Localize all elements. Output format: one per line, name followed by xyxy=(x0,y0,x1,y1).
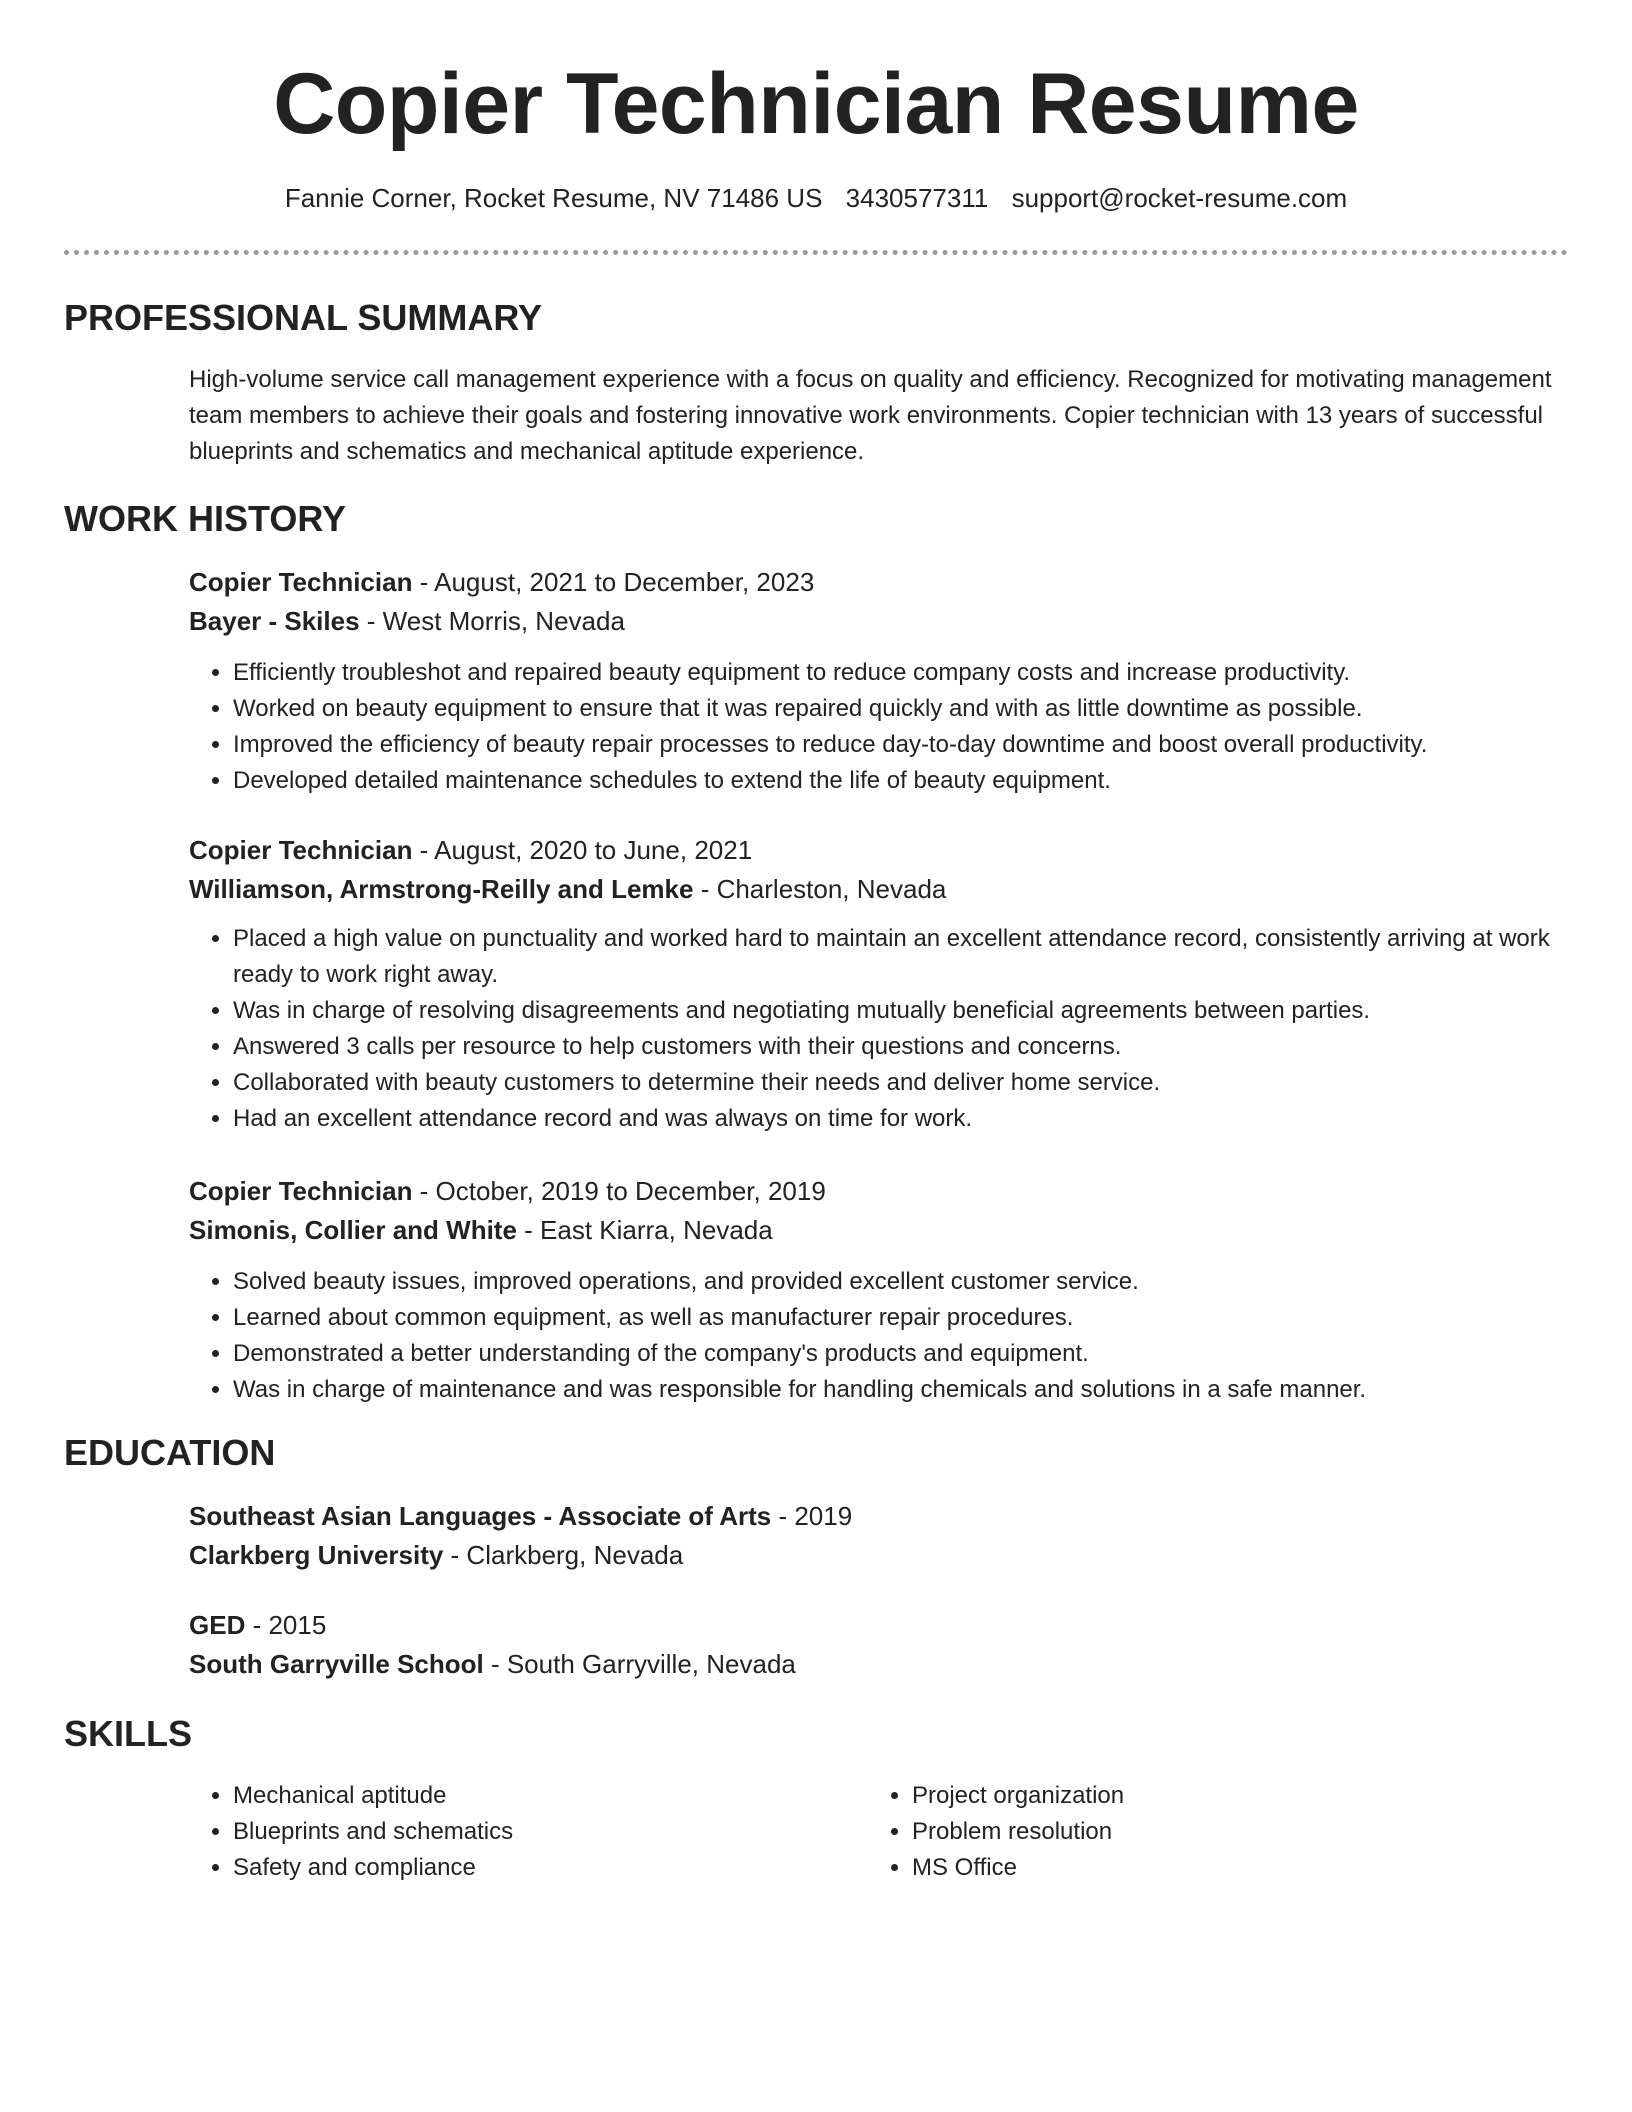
job-entry xyxy=(189,1172,1569,1408)
job-entry xyxy=(189,563,1569,799)
resume-title: Copier Technician Resume xyxy=(273,56,1359,152)
education-degree-line xyxy=(189,1606,1569,1645)
work-history-heading: WORK HISTORY xyxy=(64,498,347,539)
education-year: - 2019 xyxy=(771,1501,853,1531)
job-bullet: • Efficiently troubleshot and repaired beauty equipment to reduce company costs and increase productivity. xyxy=(233,655,1569,691)
job-company-line xyxy=(189,870,1569,909)
job-bullets xyxy=(189,921,1569,1137)
education-location: - Clarkberg, Nevada xyxy=(443,1540,684,1570)
job-title-line xyxy=(189,831,1569,870)
summary-section xyxy=(189,362,1569,470)
skills-list xyxy=(189,1778,829,1886)
education-school: Clarkberg University xyxy=(189,1540,444,1570)
job-bullet: • Learned about common equipment, as well as manufacturer repair procedures. xyxy=(233,1300,1569,1336)
education-school: South Garryville School xyxy=(189,1649,484,1679)
education-location: - South Garryville, Nevada xyxy=(483,1649,796,1679)
job-bullet: • Placed a high value on punctuality and worked hard to maintain an excellent attendance record, consistently arriving at work ready to work right away. xyxy=(233,921,1569,993)
education-degree: Southeast Asian Languages - Associate of Arts xyxy=(189,1501,772,1531)
contact-info xyxy=(0,180,1632,216)
job-title: Copier Technician xyxy=(189,1176,413,1206)
education-school-line xyxy=(189,1536,1569,1575)
job-bullet: • Had an excellent attendance record and was always on time for work. xyxy=(233,1101,1569,1137)
education-year: - 2015 xyxy=(245,1610,327,1640)
job-bullets xyxy=(189,1264,1569,1408)
job-entry xyxy=(189,831,1569,1137)
skills-column-right xyxy=(868,1778,1508,1886)
job-bullet: • Worked on beauty equipment to ensure that it was repaired quickly and with as little downtime as possible. xyxy=(233,691,1569,727)
job-location: - East Kiarra, Nevada xyxy=(516,1215,773,1245)
job-title-line xyxy=(189,563,1569,602)
job-company: Simonis, Collier and White xyxy=(189,1215,517,1245)
job-dates: - August, 2020 to June, 2021 xyxy=(412,835,753,865)
job-location: - Charleston, Nevada xyxy=(693,874,947,904)
job-bullet: • Collaborated with beauty customers to determine their needs and deliver home service. xyxy=(233,1065,1569,1101)
job-bullet: • Answered 3 calls per resource to help customers with their questions and concerns. xyxy=(233,1029,1569,1065)
job-bullet: • Was in charge of maintenance and was responsible for handling chemicals and solutions in a safe manner. xyxy=(233,1372,1569,1408)
skill-item: • Blueprints and schematics xyxy=(233,1814,829,1850)
job-dates: - August, 2021 to December, 2023 xyxy=(412,567,815,597)
job-title: Copier Technician xyxy=(189,567,413,597)
contact-email: support@rocket-resume.com xyxy=(1011,183,1348,213)
job-location: - West Morris, Nevada xyxy=(359,606,625,636)
skill-item: • Project organization xyxy=(912,1778,1508,1814)
job-company-line xyxy=(189,602,1569,641)
summary-heading: PROFESSIONAL SUMMARY xyxy=(64,297,543,338)
contact-address: Fannie Corner, Rocket Resume, NV 71486 US xyxy=(284,183,823,213)
education-degree-line xyxy=(189,1497,1569,1536)
skills-list xyxy=(868,1778,1508,1886)
education-heading: EDUCATION xyxy=(64,1432,276,1473)
skill-item: • Problem resolution xyxy=(912,1814,1508,1850)
education-school-line xyxy=(189,1645,1569,1684)
education-entry xyxy=(189,1606,1569,1684)
skill-item: • MS Office xyxy=(912,1850,1508,1886)
education-degree: GED xyxy=(189,1610,246,1640)
job-bullet: • Developed detailed maintenance schedules to extend the life of beauty equipment. xyxy=(233,763,1569,799)
contact-phone: 3430577311 xyxy=(845,183,989,213)
skill-item: • Safety and compliance xyxy=(233,1850,829,1886)
skills-heading: SKILLS xyxy=(64,1713,193,1754)
summary-text: High-volume service call management experience with a focus on quality and efficiency. Recognized for motivating management team members to achieve their goals and fostering innovative work environments. Copier technician with 13 years of successful blueprints and schematics and mechanical aptitude experience. xyxy=(189,366,1552,465)
job-company: Bayer - Skiles xyxy=(189,606,360,636)
job-bullet: • Was in charge of resolving disagreements and negotiating mutually beneficial agreements between parties. xyxy=(233,993,1569,1029)
header-divider xyxy=(64,250,1568,255)
job-company-line xyxy=(189,1211,1569,1250)
job-title: Copier Technician xyxy=(189,835,413,865)
skills-column-left xyxy=(189,1778,829,1886)
job-bullet: • Solved beauty issues, improved operations, and provided excellent customer service. xyxy=(233,1264,1569,1300)
job-bullets xyxy=(189,655,1569,799)
job-dates: - October, 2019 to December, 2019 xyxy=(412,1176,826,1206)
skill-item: • Mechanical aptitude xyxy=(233,1778,829,1814)
job-bullet: • Demonstrated a better understanding of the company's products and equipment. xyxy=(233,1336,1569,1372)
job-company: Williamson, Armstrong-Reilly and Lemke xyxy=(189,874,694,904)
job-title-line xyxy=(189,1172,1569,1211)
job-bullet: • Improved the efficiency of beauty repair processes to reduce day-to-day downtime and boost overall productivity. xyxy=(233,727,1569,763)
education-entry xyxy=(189,1497,1569,1575)
